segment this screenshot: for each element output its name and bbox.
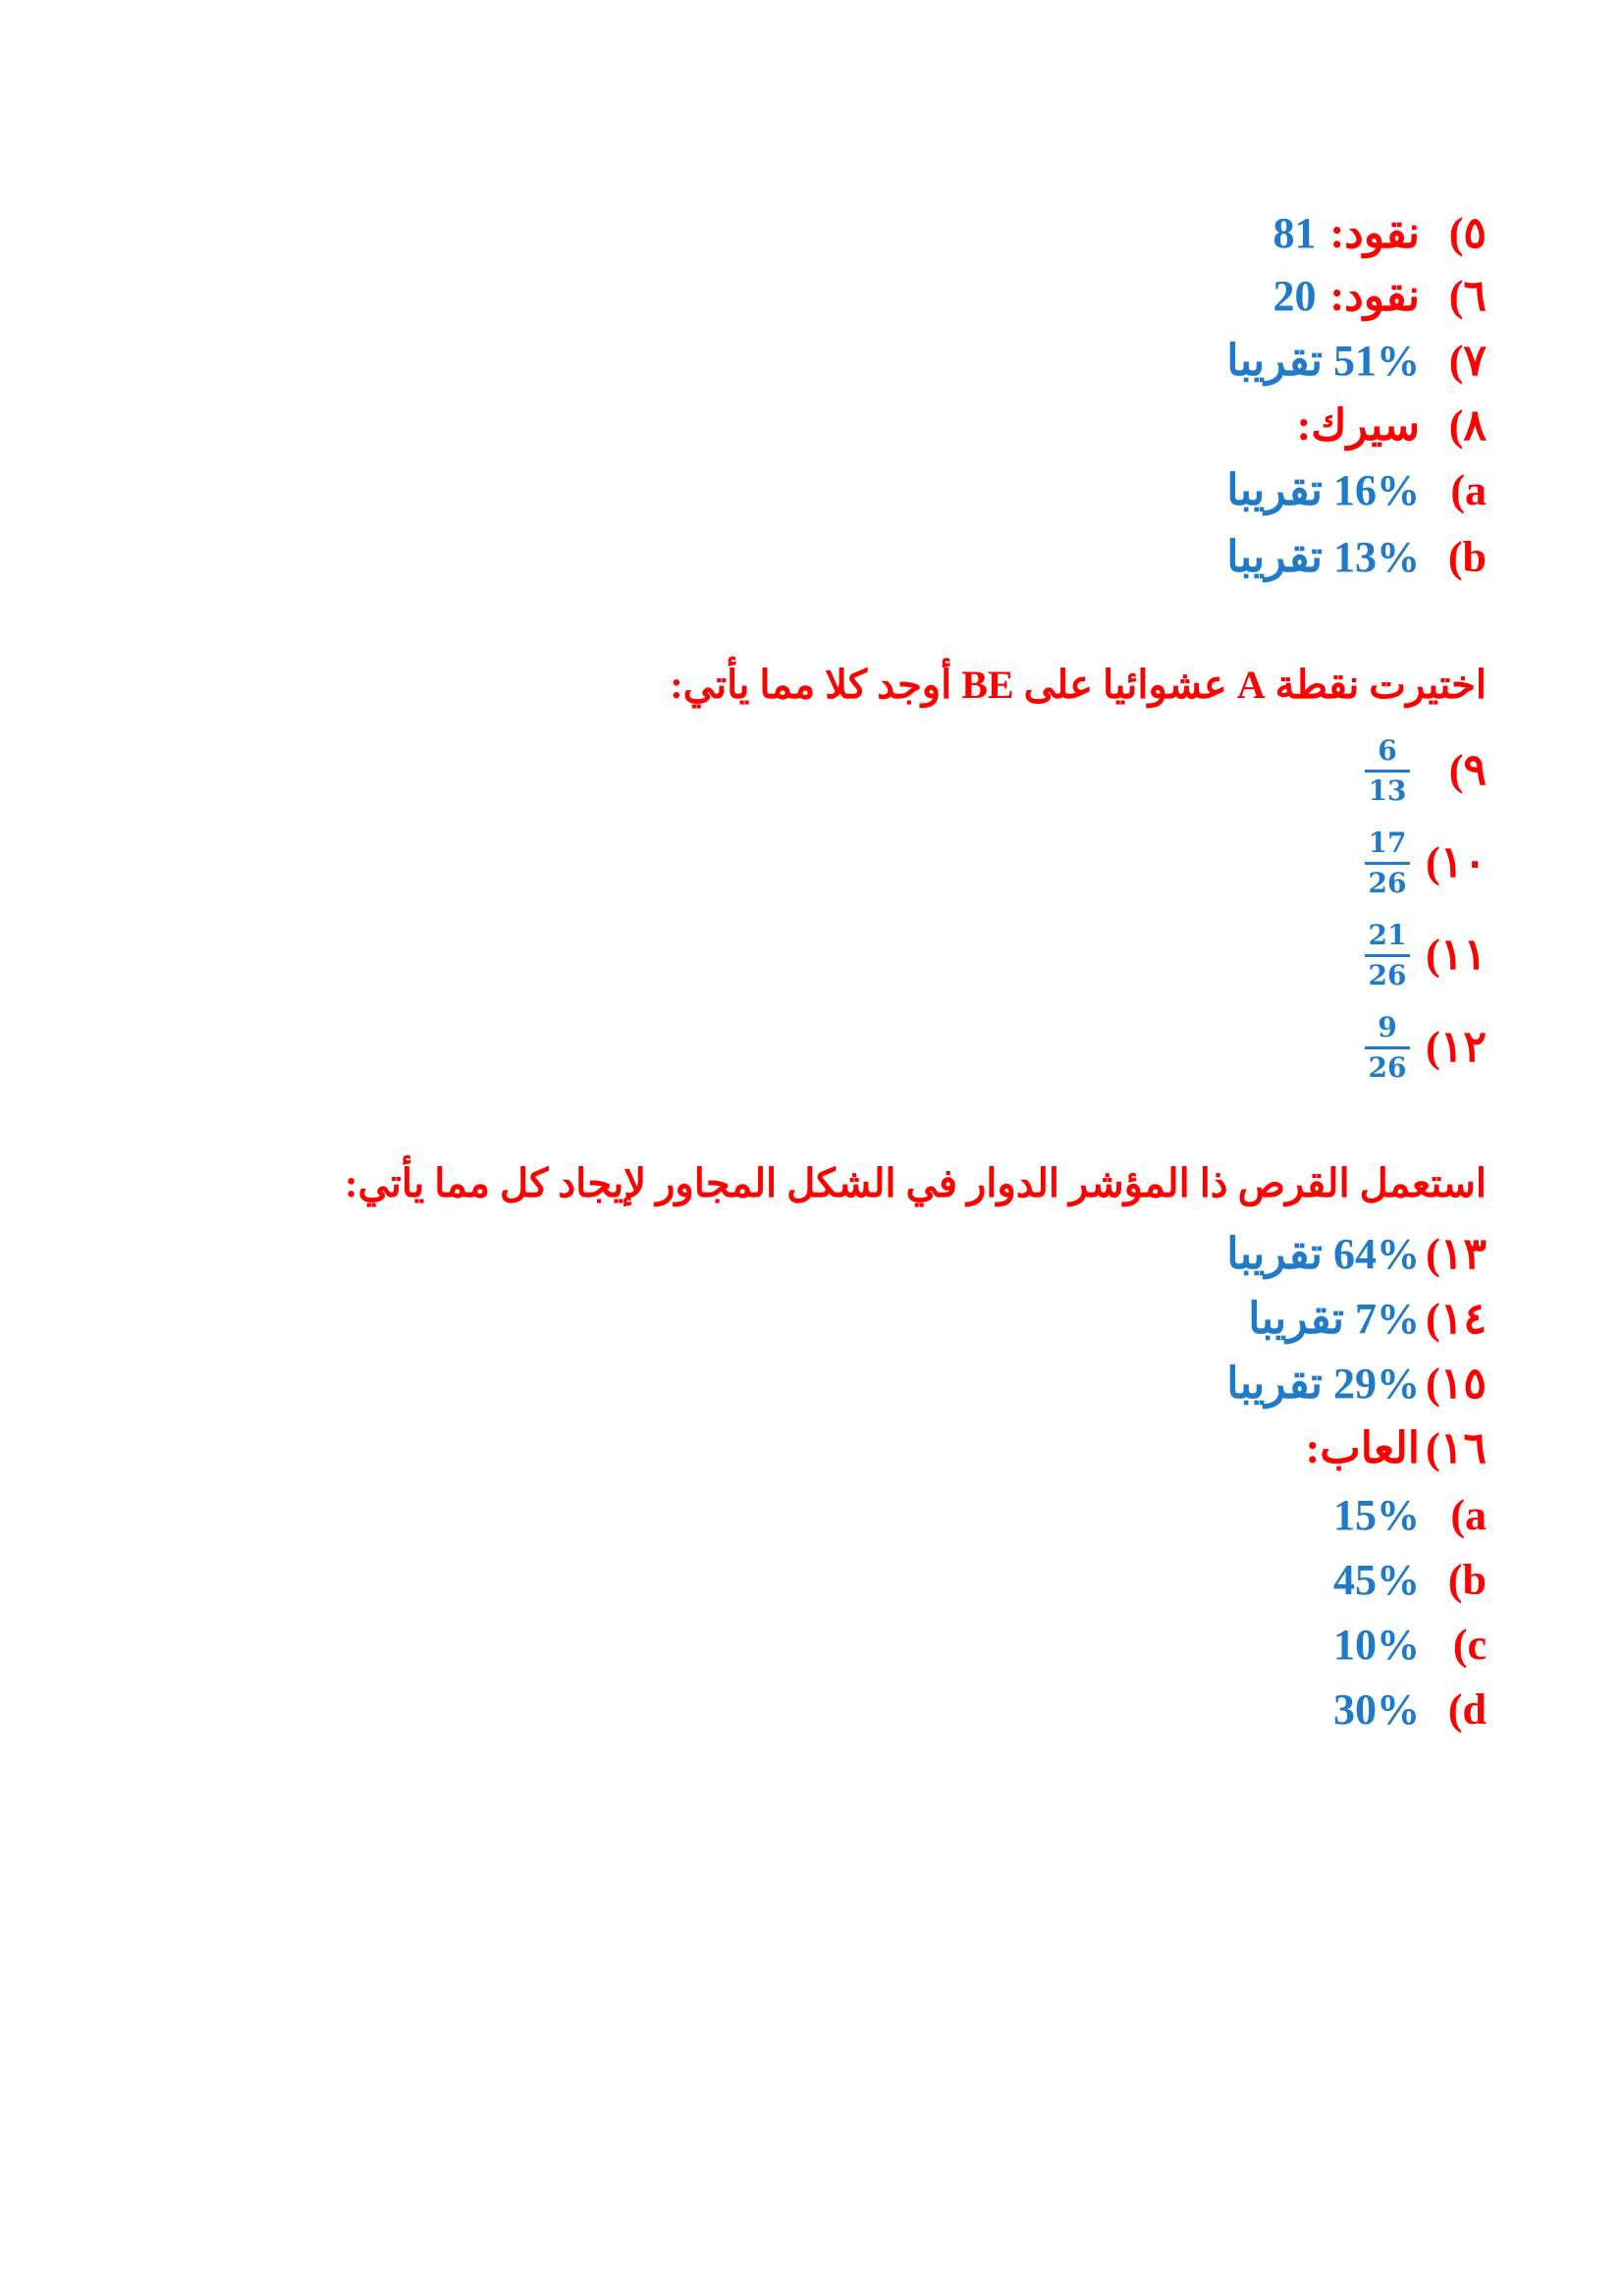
item-number: ٨) [1448,401,1487,450]
item-number: ١٤) [1426,1295,1487,1343]
fraction [1365,1011,1410,1085]
item-value: 10% [1333,1621,1420,1669]
answer-item-5 [1273,204,1487,263]
answer-item-16c [1333,1616,1487,1675]
item-number: b) [1447,1556,1487,1604]
item-number: a) [1450,466,1487,514]
section-heading-point-A: اختيرت نقطة A عشوائيا على BE أوجد كلا مما يأتي: [670,663,1487,707]
answer-item-6 [1273,267,1487,326]
answer-item-8 [1283,397,1487,455]
item-number: ١٦) [1426,1424,1487,1472]
answer-item-12 [1365,1003,1487,1092]
fraction-numerator: 6 [1378,733,1397,767]
item-value: 29% تقريبا [1226,1360,1420,1408]
item-value: 7% تقريبا [1248,1295,1420,1343]
answer-item-8b [1226,528,1487,587]
item-value: 64% تقريبا [1226,1230,1420,1278]
item-number: ٥) [1448,209,1487,257]
answer-item-8a [1226,461,1487,520]
item-number: d) [1447,1685,1487,1734]
fraction [1365,827,1410,900]
item-value: 16% تقريبا [1226,466,1420,514]
fraction-bar [1365,1046,1410,1049]
answer-item-11 [1365,911,1487,999]
answer-item-16b [1333,1551,1487,1610]
fraction [1365,919,1410,992]
item-number: a) [1450,1491,1487,1539]
item-label: العاب: [1305,1424,1420,1472]
fraction-bar [1365,954,1410,957]
fraction-denominator: 13 [1368,774,1407,807]
section-heading-spinner: استعمل القرص ذا المؤشر الدوار في الشكل المجاور لإيجاد كل مما يأتي: [345,1161,1487,1205]
item-value: 13% تقريبا [1226,533,1420,581]
item-label: نقود: [1329,209,1420,257]
item-label: نقود: [1329,272,1420,320]
item-number: ١٢) [1426,1023,1487,1071]
fraction-denominator: 26 [1368,866,1407,899]
item-number: ١٣) [1426,1230,1487,1278]
item-value: 15% [1333,1491,1420,1539]
answer-item-14 [1248,1290,1487,1349]
item-number: ٩) [1448,746,1487,794]
item-value: 45% [1333,1556,1420,1604]
item-value: 51% تقريبا [1226,337,1420,385]
fraction-bar [1365,770,1410,773]
answer-item-16a [1333,1486,1487,1545]
item-number: ١١) [1426,931,1487,979]
answer-item-15 [1226,1355,1487,1414]
fraction-numerator: 21 [1368,918,1407,951]
fraction-numerator: 9 [1378,1010,1397,1043]
item-number: b) [1447,533,1487,581]
answer-item-16 [1292,1419,1487,1478]
item-number: ١٥) [1426,1360,1487,1408]
item-label: سيرك: [1296,401,1420,450]
fraction-numerator: 17 [1368,826,1407,859]
answer-item-16d [1333,1681,1487,1739]
item-value: 20 [1272,272,1317,320]
item-number: ١٠) [1426,838,1487,886]
item-value: 81 [1272,209,1317,257]
fraction [1365,734,1410,808]
item-value: 30% [1333,1685,1420,1734]
fraction-denominator: 26 [1368,958,1407,991]
answer-item-7 [1226,332,1487,391]
answer-item-10 [1365,819,1487,907]
item-number: ٧) [1448,337,1487,385]
answer-item-13 [1226,1225,1487,1284]
fraction-denominator: 26 [1368,1050,1407,1084]
item-number: c) [1452,1621,1487,1669]
fraction-bar [1365,862,1410,865]
item-number: ٦) [1448,272,1487,320]
answer-item-9 [1365,726,1487,815]
